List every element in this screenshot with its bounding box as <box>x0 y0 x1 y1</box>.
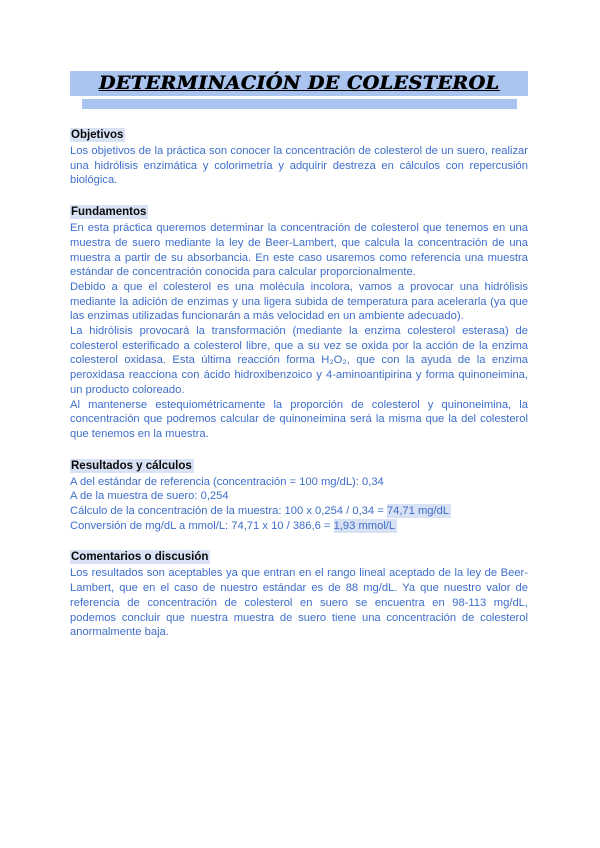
section-heading-comentarios: Comentarios o discusión <box>71 551 209 564</box>
paragraph: Al mantenerse estequiométricamente la proporción de colesterol y quinoneimina, la concentración que podremos calcular de quinoneimina será la misma que la del colesterol que tenemos en la muestra. <box>70 398 528 440</box>
result-highlight-value: 1,93 mmol/L <box>333 519 396 532</box>
document-body <box>70 71 528 640</box>
section-heading-fundamentos: Fundamentos <box>71 206 147 219</box>
section-heading-resultados: Resultados y cálculos <box>71 459 192 472</box>
paragraph: Debido a que el colesterol es una molécula incolora, vamos a provocar una hidrólisis mediante la adición de enzimas y una ligera subida de temperatura para acelerarla (ya que las enzimas utilizadas funcionarán a más velocidad en un ambiente adecuado). <box>70 280 528 323</box>
paragraph: Los resultados son aceptables ya que entran en el rango lineal aceptado de la ley de Beer-Lambert, que en el caso de nuestro estándar es de 88 mg/dL. Ya que nuestro valor de referencia de concentración de colesterol en suero se encuentra en 98-113 mg/dL, podemos concluir que nuestra muestra de suero tiene una concentración de colesterol anormalmente baja. <box>70 567 528 639</box>
result-line-text: A del estándar de referencia (concentración = 100 mg/dL): 0,34 <box>70 475 384 488</box>
paragraph: La hidrólisis provocará la transformación (mediante la enzima colesterol esterasa) de colesterol esterificado a colesterol libre, que a su vez se oxida por la acción de la enzima colesterol oxidasa. Esta última reacción forma H₂O₂, que con la ayuda de la enzima peroxidasa reacciona con ácido hidroxibenzoico y 4-aminoantipirina y forma quinoneimina, un producto coloreado. <box>70 325 528 396</box>
result-line-text: Conversión de mg/dL a mmol/L: 74,71 x 10 / 386,6 = <box>70 519 334 532</box>
result-highlight-value: 74,71 mg/dL <box>386 505 450 518</box>
result-line <box>70 504 528 519</box>
section-resultados <box>70 457 528 534</box>
title-underline-bar <box>82 99 517 109</box>
result-line <box>70 475 528 490</box>
section-fundamentos <box>70 203 528 442</box>
section-comentarios <box>70 548 528 640</box>
result-line <box>70 489 528 504</box>
page-title: DETERMINACIÓN DE COLESTEROL <box>98 72 500 94</box>
result-line-text: Cálculo de la concentración de la muestra: 100 x 0,254 / 0,34 = <box>70 505 387 518</box>
title-banner <box>70 71 528 96</box>
section-heading-objetivos: Objetivos <box>71 129 124 141</box>
paragraph: En esta práctica queremos determinar la concentración de colesterol que tenemos en una muestra de suero mediante la ley de Beer-Lambert, que calcula la concentración de una muestra a partir de su absorbancia. En este caso usaremos como referencia una muestra estándar de concentración conocida para calcular proporcionalmente. <box>70 222 528 279</box>
title-block <box>70 71 528 109</box>
result-line <box>70 519 528 534</box>
section-objetivos <box>70 126 528 188</box>
result-line-text: A de la muestra de suero: 0,254 <box>70 490 229 503</box>
paragraph: Los objetivos de la práctica son conocer la concentración de colesterol de un suero, realizar una hidrólisis enzimática y colorimetría y adquirir destreza en cálculos con repercusión biológica. <box>70 145 528 187</box>
